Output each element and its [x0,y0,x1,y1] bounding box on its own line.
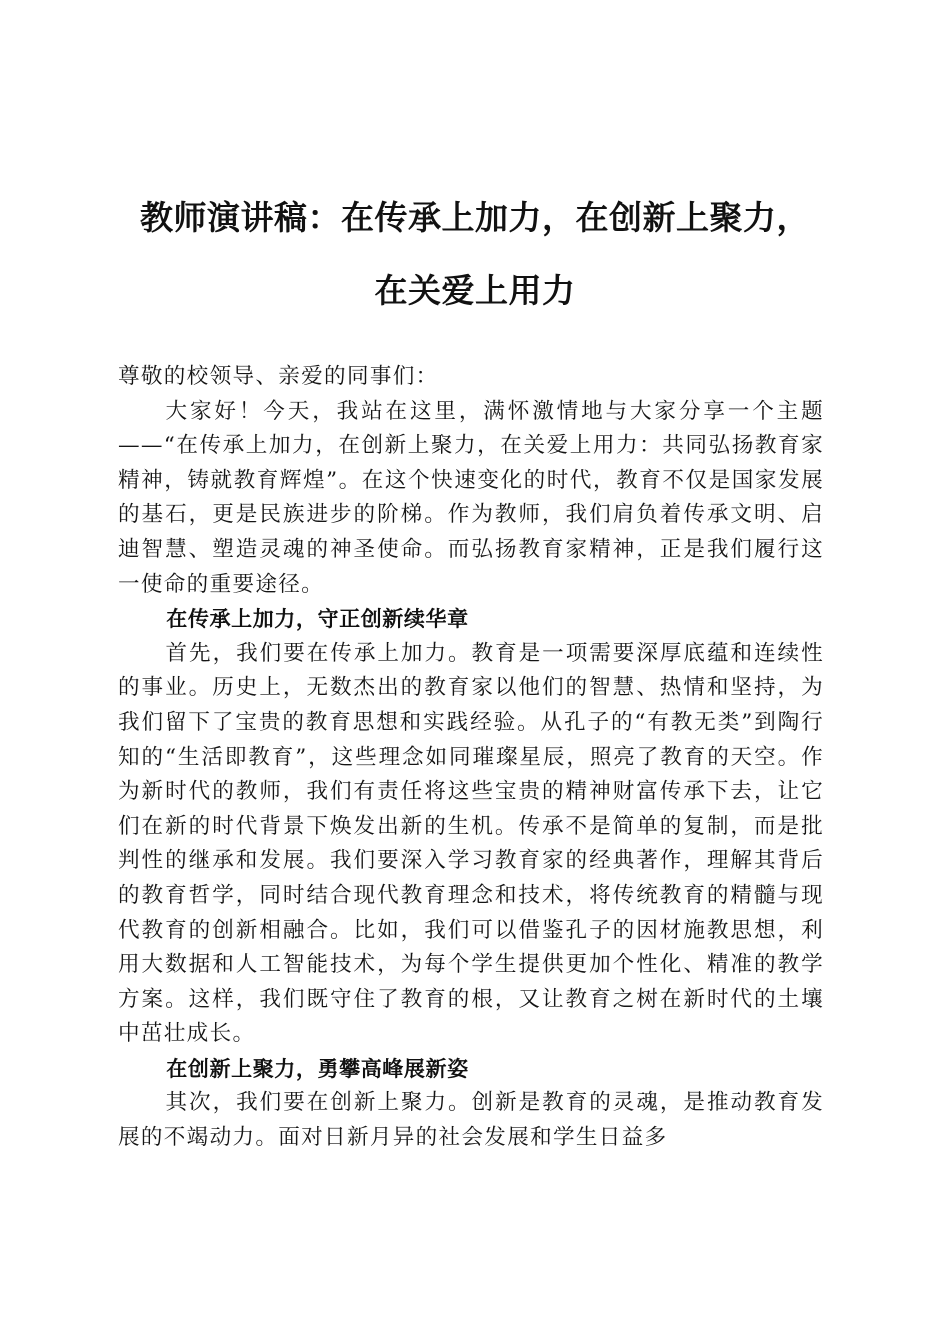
document-body [118,360,824,1156]
salutation: 尊敬的校领导、亲爱的同事们： [118,364,439,389]
section-1-paragraph: 首先，我们要在传承上加力。教育是一项需要深厚底蕴和连续性的事业。历史上，无数杰出的教育家以他们的智慧、热情和坚持，为我们留下了宝贵的教育思想和实践经验。从孔子的“有教无类”到陶行知的“生活即教育”，这些理念如同璀璨星辰，照亮了教育的天空。作为新时代的教师，我们有责任将这些宝贵的精神财富传承下去，让它们在新的时代背景下焕发出新的生机。传承不是简单的复制，而是批判性的继承和发展。我们要深入学习教育家的经典著作，理解其背后的教育哲学，同时结合现代教育理念和技术，将传统教育的精髓与现代教育的创新相融合。比如，我们可以借鉴孔子的因材施教思想，利用大数据和人工智能技术，为每个学生提供更加个性化、精准的教学方案。这样，我们既守住了教育的根，又让教育之树在新时代的土壤中茁壮成长。 [118,640,824,1047]
intro-paragraph: 大家好！今天，我站在这里，满怀激情地与大家分享一个主题——“在传承上加力，在创新上聚力，在关爱上用力：共同弘扬教育家精神，铸就教育辉煌”。在这个快速变化的时代，教育不仅是国家发展的基石，更是民族进步的阶梯。作为教师，我们肩负着传承文明、启迪智慧、塑造灵魂的神圣使命。而弘扬教育家精神，正是我们履行这一使命的重要途径。 [118,398,824,597]
section-1-heading: 在传承上加力，守正创新续华章 [166,607,469,632]
section-2-paragraph: 其次，我们要在创新上聚力。创新是教育的灵魂，是推动教育发展的不竭动力。面对日新月异的社会发展和学生日益多 [118,1090,824,1151]
document-title-line-2: 在关爱上用力 [374,271,576,310]
section-2-heading: 在创新上聚力，勇攀高峰展新姿 [166,1056,469,1081]
document-title-line-1: 教师演讲稿：在传承上加力，在创新上聚力， [140,198,810,237]
